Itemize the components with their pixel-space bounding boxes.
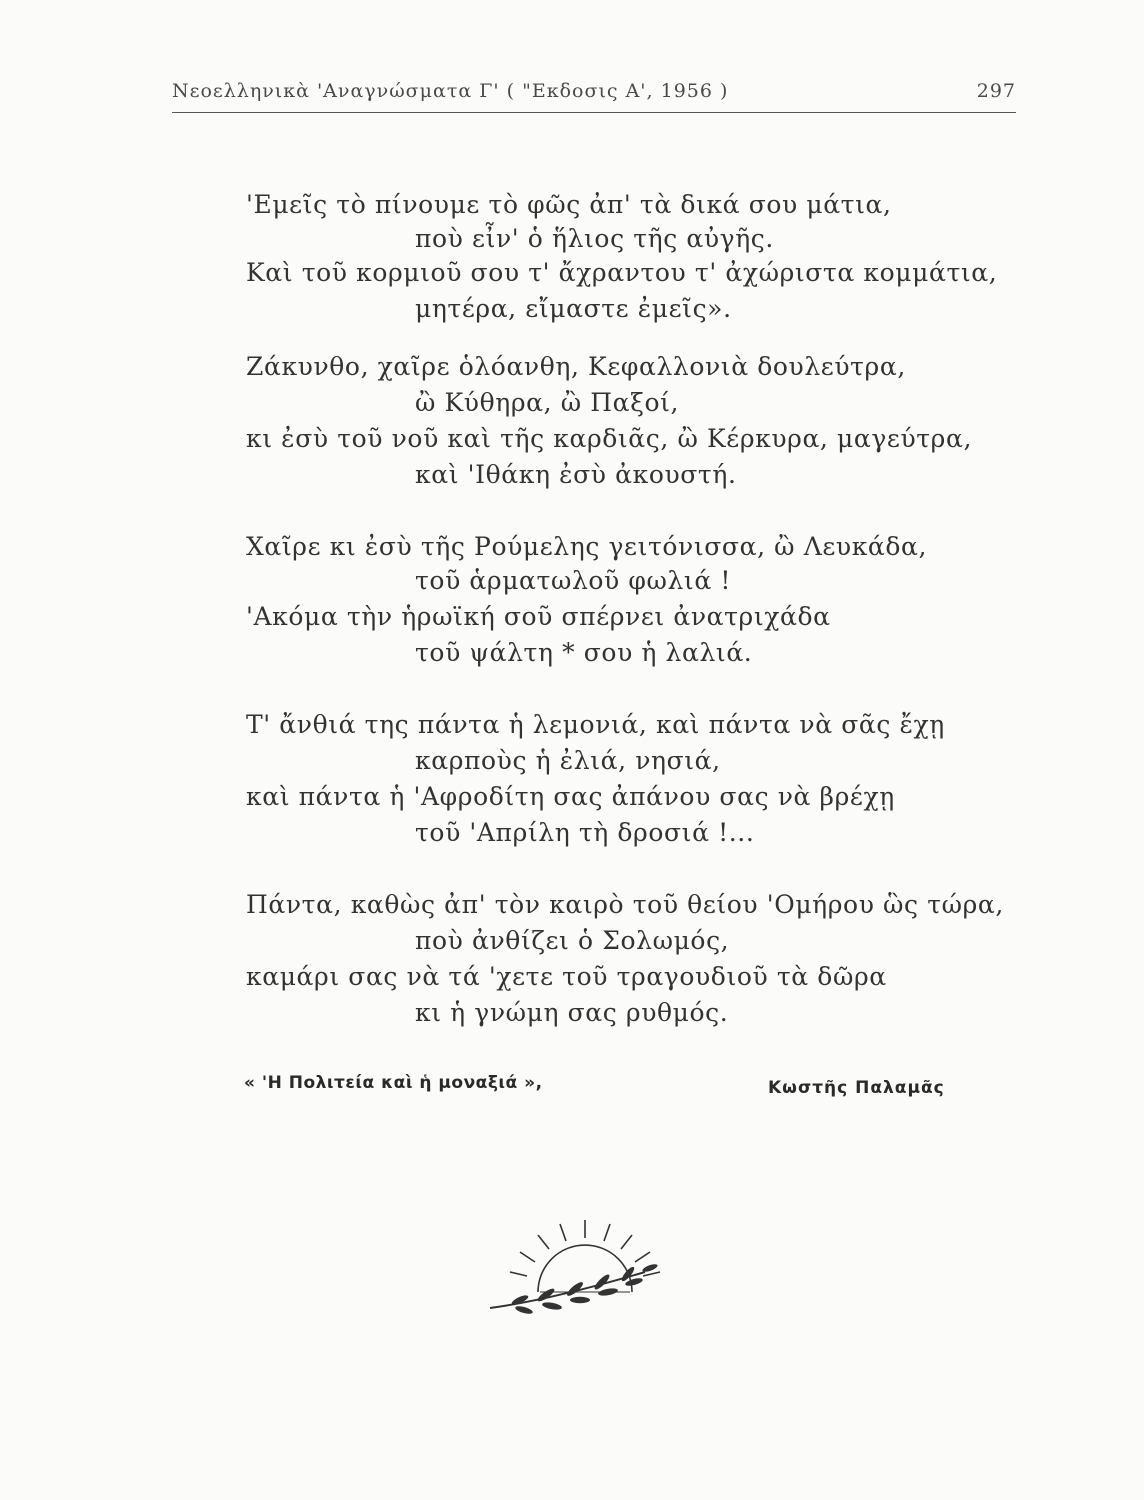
poem-line: 'Ακόμα τὴν ἡρωϊκή σοῦ σπέρνει ἀνατριχάδα [246,602,831,631]
sun-olive-branch-ornament [480,1210,690,1330]
source-citation: « 'Η Πολιτεία καὶ ἡ μοναξιά », [244,1073,543,1093]
poem-line: Ζάκυνθο, χαῖρε ὁλόανθη, Κεφαλλονιὰ δουλεύτρα, [246,352,906,381]
poem-line: καὶ 'Ιθάκη ἐσὺ ἀκουστή. [415,460,737,489]
poem-line: κι ἡ γνώμη σας ρυθμός. [415,998,729,1027]
book-title: Νεοελληνικὰ 'Αναγνώσματα Γ' ( "Εκδοσις Α', 1956 ) [172,80,729,102]
poem-line: Πάντα, καθὼς ἀπ' τὸν καιρὸ τοῦ θείου 'Ομήρου ὣς τώρα, [246,890,1004,919]
author-name: Κωστῆς Παλαμᾶς [768,1078,945,1098]
poem-line: τοῦ 'Απρίλη τὴ δροσιά !... [415,818,755,847]
poem-line: μητέρα, εἴμαστε ἐμεῖς». [415,294,732,323]
poem-line: τοῦ ψάλτη * σου ἡ λαλιά. [415,638,753,667]
poem-line: Καὶ τοῦ κορμιοῦ σου τ' ἄχραντου τ' ἀχώριστα κομμάτια, [246,258,998,287]
poem-line: ποὺ εἶν' ὁ ἥλιος τῆς αὐγῆς. [415,224,774,253]
poem-line: καὶ πάντα ἡ 'Αφροδίτη σας ἀπάνου σας νὰ βρέχῃ [246,782,895,811]
poem-line: κι ἐσὺ τοῦ νοῦ καὶ τῆς καρδιᾶς, ὢ Κέρκυρα, μαγεύτρα, [246,424,972,453]
poem-line: καμάρι σας νὰ τά 'χετε τοῦ τραγουδιοῦ τὰ δῶρα [246,962,887,991]
poem-line: ὢ Κύθηρα, ὢ Παξοί, [415,388,680,417]
poem-line: τοῦ ἁρματωλοῦ φωλιά ! [415,566,732,595]
poem-line: Χαῖρε κι ἐσὺ τῆς Ρούμελης γειτόνισσα, ὢ Λευκάδα, [246,532,928,561]
poem-line: 'Εμεῖς τὸ πίνουμε τὸ φῶς ἀπ' τὰ δικά σου μάτια, [246,190,892,219]
poem-line: καρποὺς ἡ ἐλιά, νησιά, [415,746,721,775]
poem-line: ποὺ ἀνθίζει ὁ Σολωμός, [415,926,730,955]
page-number: 297 [976,80,1016,102]
page-header [172,78,1016,113]
poem-line: Τ' ἄνθιά της πάντα ἡ λεμονιά, καὶ πάντα νὰ σᾶς ἔχῃ [246,710,945,739]
